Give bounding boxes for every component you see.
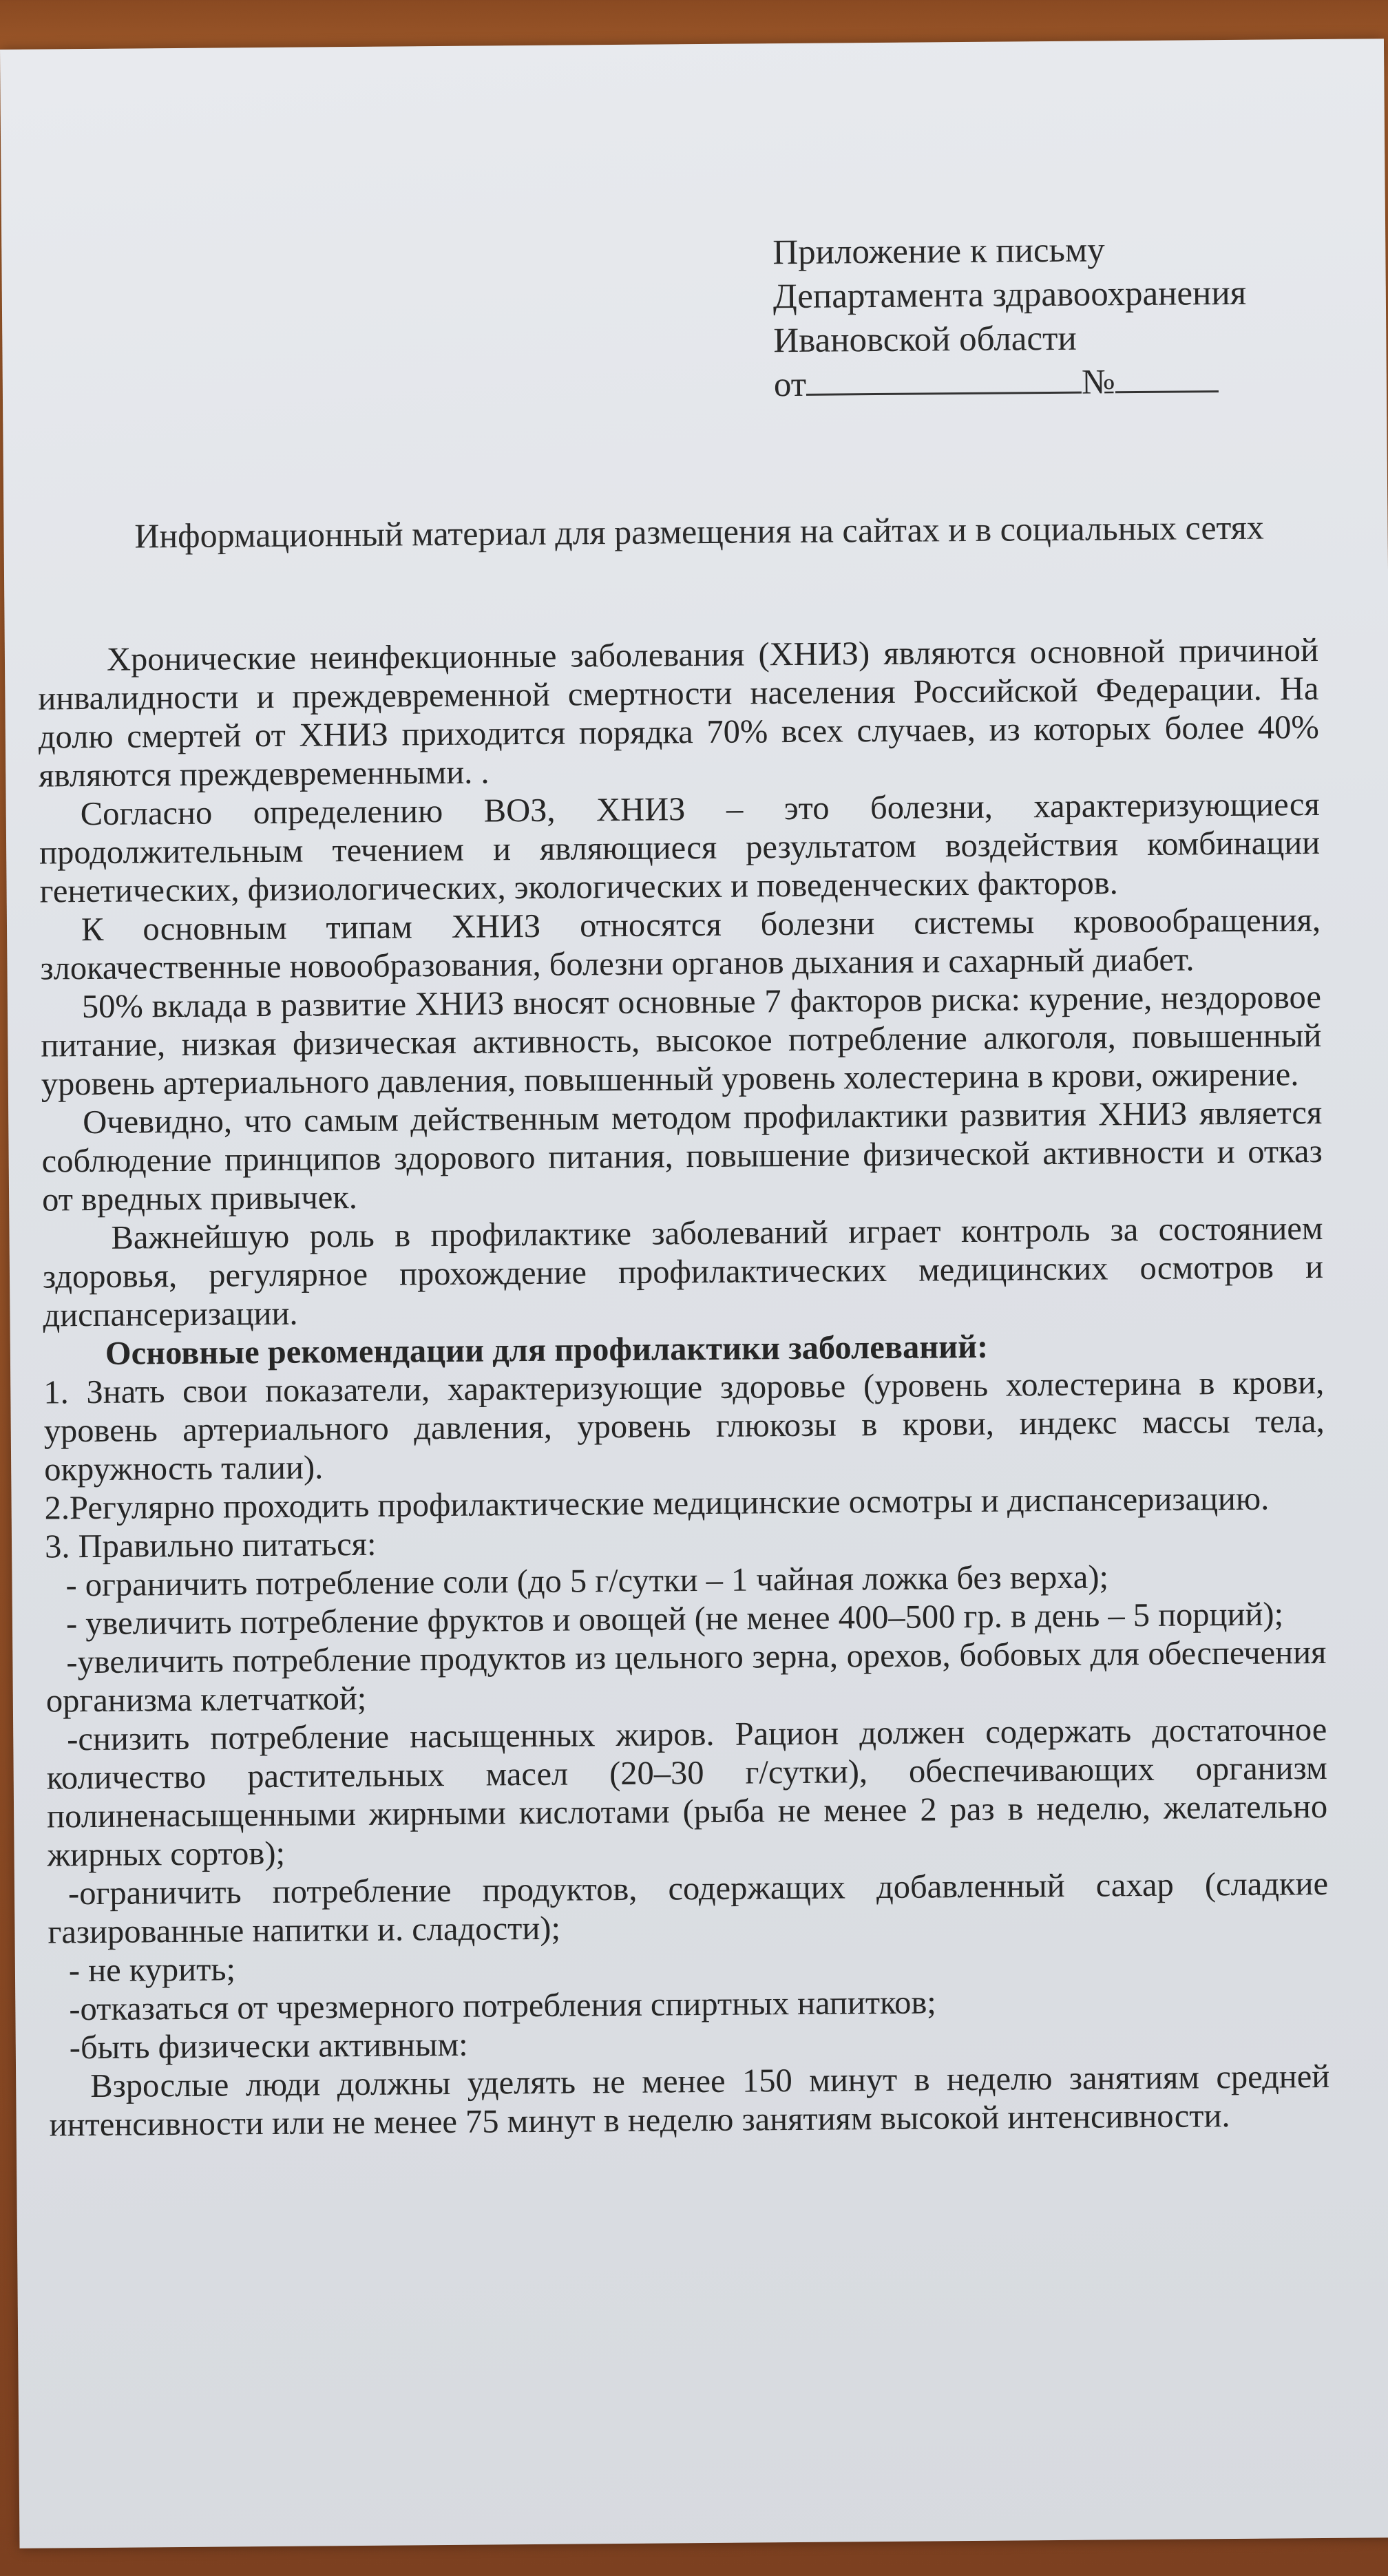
paragraph-6: Важнейшую роль в профилактике заболеваний играет контроль за состоянием здоровья, регулярное прохождение профилактических медицинских осмотров и диспансеризации. xyxy=(42,1210,1324,1334)
nutrition-subitem-3: -увеличить потребление продуктов из цельного зерна, орехов, бобовых для обеспечения организма клетчаткой; xyxy=(45,1634,1327,1720)
document-body xyxy=(38,631,1330,2145)
number-blank xyxy=(1115,360,1218,393)
document-title: Информационный материал для размещения на сайтах и в социальных сетях xyxy=(134,507,1264,556)
appendix-header xyxy=(772,226,1338,407)
recommendation-item-2: 2.Регулярно проходить профилактические медицинские осмотры и диспансеризацию. xyxy=(44,1480,1270,1527)
nutrition-subitem-2: - увеличить потребление фруктов и овощей (не менее 400–500 гр. в день – 5 порций); xyxy=(65,1596,1284,1643)
nutrition-subitem-8: -быть физически активным: xyxy=(69,2026,468,2067)
header-line-1: Приложение к письму xyxy=(772,231,1105,273)
recommendations-heading: Основные рекомендации для профилактики заболеваний: xyxy=(105,1328,989,1372)
nutrition-subitem-4: -снизить потребление насыщенных жиров. Рацион должен содержать достаточное количество растительных масел (20–30 г/сутки), обеспечивающих организм полиненасыщенными жирными кислотами (рыба не менее 2 раз в неделю, желательно жирных сортов); xyxy=(46,1711,1328,1874)
header-line-3: Ивановской области xyxy=(773,319,1077,361)
date-blank xyxy=(806,361,1082,396)
nutrition-subitem-1: - ограничить потребление соли (до 5 г/сутки – 1 чайная ложка без верха); xyxy=(65,1559,1109,1604)
paragraph-4: 50% вклада в развитие ХНИЗ вносят основные 7 факторов риска: курение, нездоровое питание, низкая физическая активность, высокое потребление алкоголя, повышенный уровень артериального давления, повышенный уровень холестерина в крови, ожирение. xyxy=(41,978,1322,1103)
header-date-number-line xyxy=(774,359,1338,407)
nutrition-subitem-6: - не курить; xyxy=(68,1951,236,1989)
from-label: от xyxy=(773,365,807,405)
closing-paragraph: Взрослые люди должны уделять не менее 150 минут в неделю занятиям средней интенсивности или не менее 75 минут в неделю занятиям высокой интенсивности. xyxy=(49,2058,1330,2144)
nutrition-subitem-7: -отказаться от чрезмерного потребления спиртных напитков; xyxy=(69,1984,936,2028)
recommendation-item-3: 3. Правильно питаться: xyxy=(44,1525,377,1565)
document-page xyxy=(0,39,1388,2548)
number-label: № xyxy=(1081,363,1115,402)
paragraph-5: Очевидно, что самым действенным методом профилактики развития ХНИЗ является соблюдение принципов здорового питания, повышение физической активности и отказ от вредных привычек. xyxy=(41,1094,1323,1218)
paragraph-2: Согласно определению ВОЗ, ХНИЗ – это болезни, характеризующиеся продолжительным течением и являющиеся результатом воздействия комбинации генетических, физиологических, экологических и поведенческих факторов. xyxy=(39,785,1321,910)
paragraph-3: К основным типам ХНИЗ относятся болезни системы кровообращения, злокачественные новообразования, болезни органов дыхания и сахарный диабет. xyxy=(40,901,1321,987)
paragraph-1: Хронические неинфекционные заболевания (ХНИЗ) являются основной причиной инвалидности и преждевременной смертности населения Российской Федерации. На долю смертей от ХНИЗ приходится порядка 70% всех случаев, из которых более 40% являются преждевременными. . xyxy=(38,631,1319,794)
header-line-2: Департамента здравоохранения xyxy=(772,273,1247,317)
nutrition-subitem-5: -ограничить потребление продуктов, содержащих добавленный сахар (сладкие газированные напитки и. сладости); xyxy=(48,1865,1329,1951)
recommendation-item-1: 1. Знать свои показатели, характеризующие здоровье (уровень холестерина в крови, уровень артериального давления, уровень глюкозы в крови, индекс массы тела, окружность талии). xyxy=(43,1364,1325,1488)
